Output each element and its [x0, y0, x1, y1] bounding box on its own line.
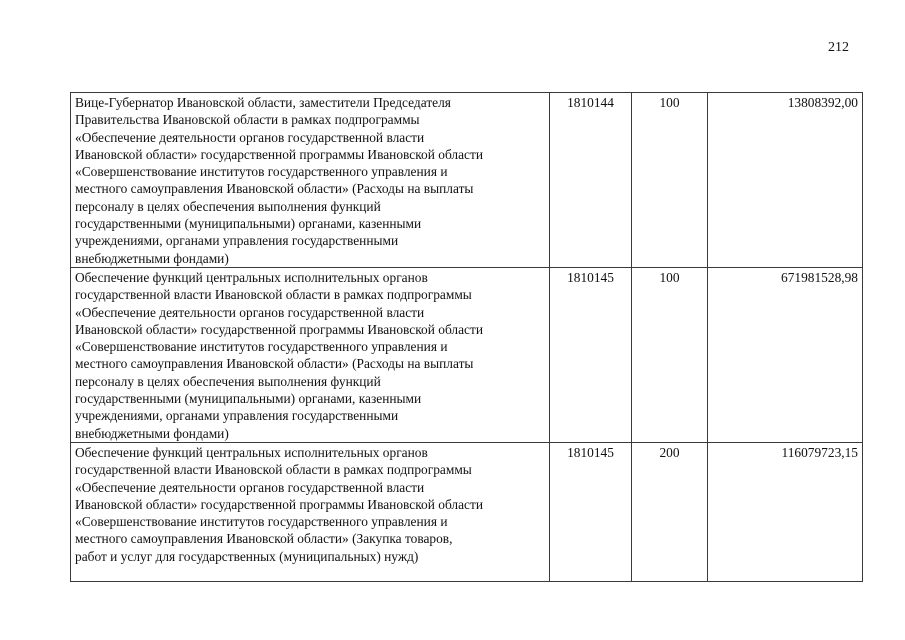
description-line: Вице-Губернатор Ивановской области, заместители Председателя [75, 95, 451, 110]
row-description [71, 267, 550, 442]
page-number: 212 [828, 40, 849, 55]
expense-type-code: 100 [632, 93, 708, 268]
target-article-code: 1810144 [550, 93, 632, 268]
description-line: учреждениями, органами управления государственными [75, 408, 399, 424]
description-line: местного самоуправления Ивановской области» (Расходы на выплаты [75, 181, 474, 197]
description-line: местного самоуправления Ивановской области» (Расходы на выплаты [75, 356, 474, 372]
description-line: Ивановской области» государственной программы Ивановской области [75, 321, 484, 337]
amount-cell: 13808392,00 [708, 93, 863, 268]
description-line: «Совершенствование институтов государственного управления и [75, 339, 448, 355]
description-line: Ивановской области» государственной программы Ивановской области [75, 146, 484, 162]
description-line: Обеспечение функций центральных исполнительных органов [75, 269, 428, 285]
row-description [71, 442, 550, 581]
description-line: персоналу в целях обеспечения выполнения функций [75, 198, 381, 214]
table-row [71, 93, 863, 268]
amount-cell: 116079723,15 [708, 442, 863, 581]
description-line: государственной власти Ивановской области в рамках подпрограммы [75, 287, 472, 303]
description-line: внебюджетными фондами) [75, 425, 229, 441]
description-line: Ивановской области» государственной программы Ивановской области [75, 496, 484, 512]
expense-type-code: 100 [632, 267, 708, 442]
row-description [71, 93, 550, 268]
expense-type-code: 200 [632, 442, 708, 581]
description-line: государственными (муниципальными) органами, казенными [75, 216, 422, 232]
description-line: «Совершенствование институтов государственного управления и [75, 514, 448, 530]
description-line: работ и услуг для государственных (муниципальных) нужд) [75, 548, 419, 564]
description-line: Правительства Ивановской области в рамках подпрограммы [75, 112, 420, 128]
description-line: государственной власти Ивановской области в рамках подпрограммы [75, 462, 472, 478]
description-line: персоналу в целях обеспечения выполнения функций [75, 373, 381, 389]
target-article-code: 1810145 [550, 267, 632, 442]
description-line: «Обеспечение деятельности органов государственной власти [75, 129, 425, 145]
budget-table [70, 92, 863, 582]
description-line: внебюджетными фондами) [75, 250, 229, 266]
amount-cell: 671981528,98 [708, 267, 863, 442]
description-line: «Обеспечение деятельности органов государственной власти [75, 479, 425, 495]
description-line: Обеспечение функций центральных исполнительных органов [75, 444, 428, 460]
table-row [71, 267, 863, 442]
description-line: государственными (муниципальными) органами, казенными [75, 391, 422, 407]
description-line: «Обеспечение деятельности органов государственной власти [75, 304, 425, 320]
description-line: местного самоуправления Ивановской области» (Закупка товаров, [75, 531, 453, 547]
description-line: «Совершенствование институтов государственного управления и [75, 164, 448, 180]
table-row [71, 442, 863, 581]
description-line: учреждениями, органами управления государственными [75, 233, 399, 249]
target-article-code: 1810145 [550, 442, 632, 581]
